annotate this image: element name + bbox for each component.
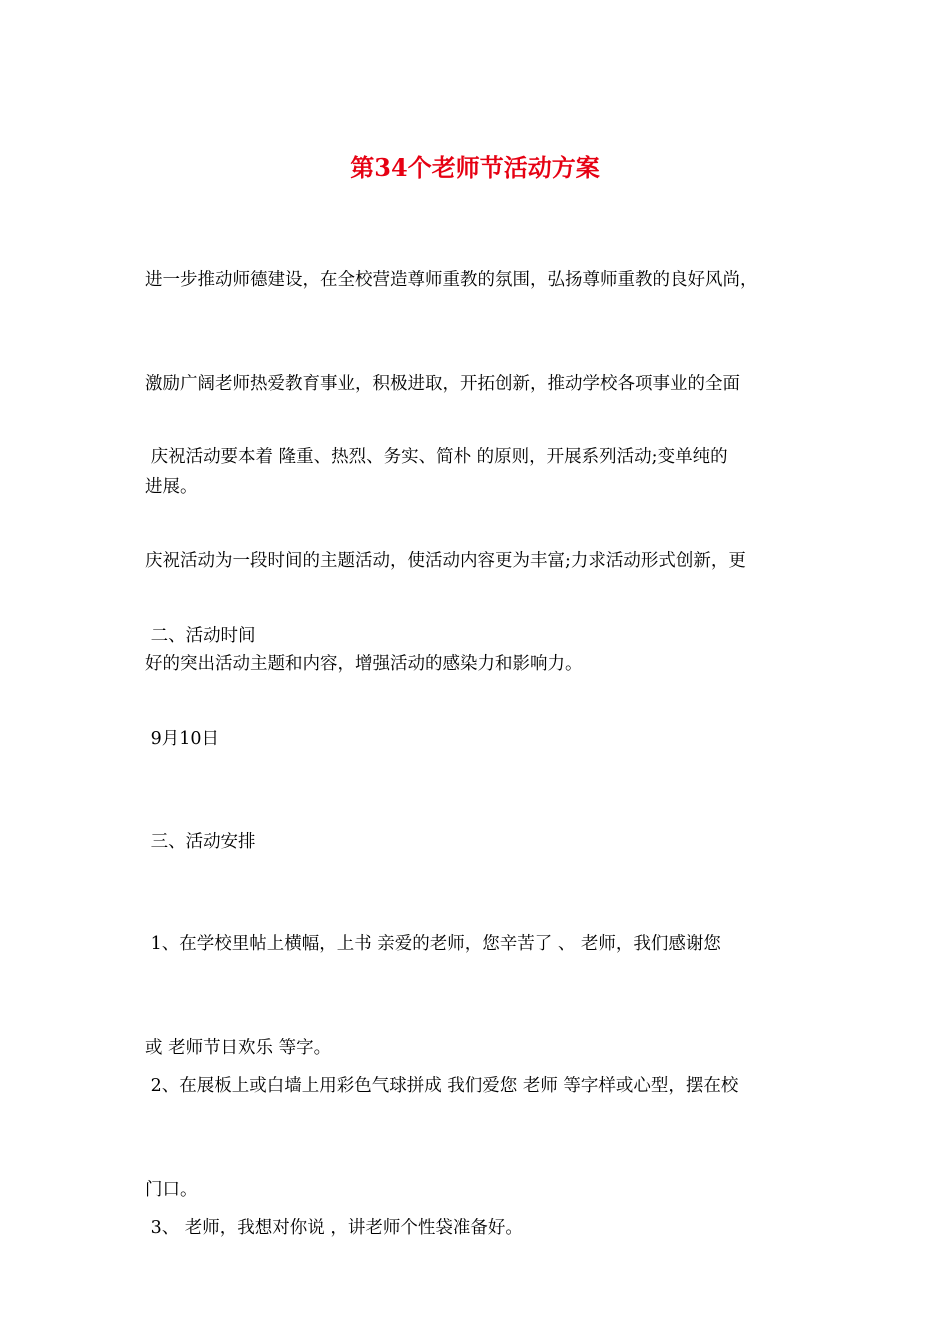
- text-line: 庆祝活动为一段时间的主题活动，使活动内容更为丰富;力求活动形式创新，更: [145, 550, 746, 571]
- text-line: 激励广阔老师热爱教育事业，积极进取，开拓创新，推动学校各项事业的全面: [145, 373, 740, 394]
- text-line: 1、在学校里帖上横幅，上书 亲爱的老师，您辛苦了 、 老师，我们感谢您: [145, 934, 721, 954]
- text-line: 庆祝活动要本着 隆重、热烈、务实、简朴 的原则，开展系列活动;变单纯的: [145, 447, 728, 467]
- text-line: 2、在展板上或白墙上用彩色气球拼成 我们爱您 老师 等字样或心型，摆在校: [145, 1076, 739, 1096]
- arrangement-item-3: [145, 1142, 815, 1280]
- text-line: 9月10日: [145, 729, 219, 749]
- text-line: 门口。: [145, 1179, 198, 1200]
- text-line: 三、活动安排: [145, 832, 256, 852]
- document-title: 第34个老师节活动方案: [350, 153, 600, 182]
- text-line: 或 老师节日欢乐 等字。: [145, 1037, 332, 1058]
- text-line: 进一步推动师德建设，在全校营造尊师重教的氛围，弘扬尊师重教的良好风尚，: [145, 270, 758, 290]
- text-line: 进展。: [145, 477, 198, 497]
- text-line: 二、活动时间: [145, 626, 256, 646]
- text-line: 好的突出活动主题和内容，增强活动的感染力和影响力。: [145, 654, 583, 674]
- text-line: 3、 老师，我想对你说 ，讲老师个性袋准备好。: [145, 1218, 523, 1238]
